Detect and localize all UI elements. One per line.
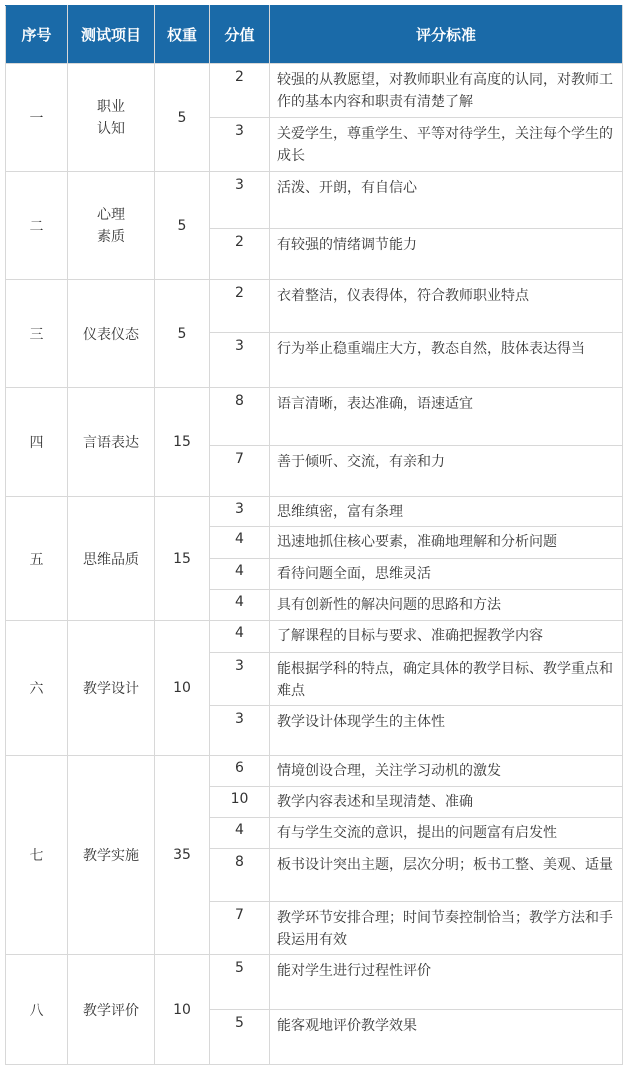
table-row	[6, 621, 623, 653]
group-item: 仪表仪态	[68, 280, 155, 388]
row-score: 8	[210, 388, 270, 446]
group-weight: 15	[155, 388, 210, 497]
table-row	[6, 172, 623, 229]
header-row	[6, 6, 623, 64]
header-criteria: 评分标准	[270, 6, 623, 64]
scoring-table	[5, 5, 623, 1065]
row-score: 3	[210, 706, 270, 756]
row-criterion: 衣着整洁，仪表得体，符合教师职业特点	[270, 280, 623, 333]
row-criterion: 板书设计突出主题，层次分明；板书工整、美观、适量	[270, 849, 623, 902]
table-row	[6, 497, 623, 527]
row-criterion: 活泼、开朗，有自信心	[270, 172, 623, 229]
row-score: 3	[210, 653, 270, 706]
group-item: 教学实施	[68, 756, 155, 955]
row-criterion: 能根据学科的特点，确定具体的教学目标、教学重点和难点	[270, 653, 623, 706]
row-score: 4	[210, 559, 270, 590]
row-score: 3	[210, 333, 270, 388]
header-test-item: 测试项目	[68, 6, 155, 64]
row-criterion: 行为举止稳重端庄大方，教态自然，肢体表达得当	[270, 333, 623, 388]
row-score: 8	[210, 849, 270, 902]
table-row	[6, 280, 623, 333]
group-item-label: 心理素质	[97, 206, 125, 245]
header-number: 序号	[6, 6, 68, 64]
row-criterion: 教学内容表述和呈现清楚、准确	[270, 787, 623, 818]
header-score: 分值	[210, 6, 270, 64]
row-score: 3	[210, 172, 270, 229]
group-number: 四	[6, 388, 68, 497]
row-score: 6	[210, 756, 270, 787]
group-item: 教学设计	[68, 621, 155, 756]
row-criterion: 关爱学生，尊重学生、平等对待学生，关注每个学生的成长	[270, 118, 623, 172]
row-criterion: 有与学生交流的意识，提出的问题富有启发性	[270, 818, 623, 849]
row-score: 4	[210, 818, 270, 849]
table-row	[6, 64, 623, 118]
group-number: 八	[6, 955, 68, 1065]
row-score: 10	[210, 787, 270, 818]
row-criterion: 思维缜密，富有条理	[270, 497, 623, 527]
row-score: 3	[210, 497, 270, 527]
row-criterion: 语言清晰，表达准确，语速适宜	[270, 388, 623, 446]
row-criterion: 具有创新性的解决问题的思路和方法	[270, 590, 623, 621]
group-item: 教学评价	[68, 955, 155, 1065]
row-score: 2	[210, 229, 270, 280]
row-criterion: 教学环节安排合理；时间节奏控制恰当；教学方法和手段运用有效	[270, 902, 623, 955]
row-score: 2	[210, 64, 270, 118]
group-item-label: 职业认知	[97, 98, 125, 137]
group-item: 言语表达	[68, 388, 155, 497]
row-criterion: 善于倾听、交流，有亲和力	[270, 446, 623, 497]
header-weight: 权重	[155, 6, 210, 64]
row-score: 5	[210, 1010, 270, 1065]
group-weight: 5	[155, 280, 210, 388]
group-item: 思维品质	[68, 497, 155, 621]
row-score: 4	[210, 527, 270, 559]
row-criterion: 迅速地抓住核心要素，准确地理解和分析问题	[270, 527, 623, 559]
group-weight: 35	[155, 756, 210, 955]
row-score: 2	[210, 280, 270, 333]
group-weight: 10	[155, 955, 210, 1065]
row-criterion: 能对学生进行过程性评价	[270, 955, 623, 1010]
row-score: 4	[210, 590, 270, 621]
group-number: 二	[6, 172, 68, 280]
table-row	[6, 756, 623, 787]
group-weight: 5	[155, 64, 210, 172]
row-score: 4	[210, 621, 270, 653]
row-score: 3	[210, 118, 270, 172]
group-item	[68, 64, 155, 172]
row-criterion: 能客观地评价教学效果	[270, 1010, 623, 1065]
row-score: 7	[210, 902, 270, 955]
row-score: 5	[210, 955, 270, 1010]
group-item	[68, 172, 155, 280]
row-criterion: 教学设计体现学生的主体性	[270, 706, 623, 756]
group-number: 七	[6, 756, 68, 955]
table-row	[6, 955, 623, 1010]
group-number: 六	[6, 621, 68, 756]
row-score: 7	[210, 446, 270, 497]
row-criterion: 情境创设合理，关注学习动机的激发	[270, 756, 623, 787]
row-criterion: 了解课程的目标与要求、准确把握教学内容	[270, 621, 623, 653]
group-weight: 10	[155, 621, 210, 756]
row-criterion: 有较强的情绪调节能力	[270, 229, 623, 280]
row-criterion: 看待问题全面，思维灵活	[270, 559, 623, 590]
group-number: 三	[6, 280, 68, 388]
group-weight: 15	[155, 497, 210, 621]
group-number: 五	[6, 497, 68, 621]
table-row	[6, 388, 623, 446]
group-weight: 5	[155, 172, 210, 280]
row-criterion: 较强的从教愿望，对教师职业有高度的认同，对教师工作的基本内容和职责有清楚了解	[270, 64, 623, 118]
group-number: 一	[6, 64, 68, 172]
